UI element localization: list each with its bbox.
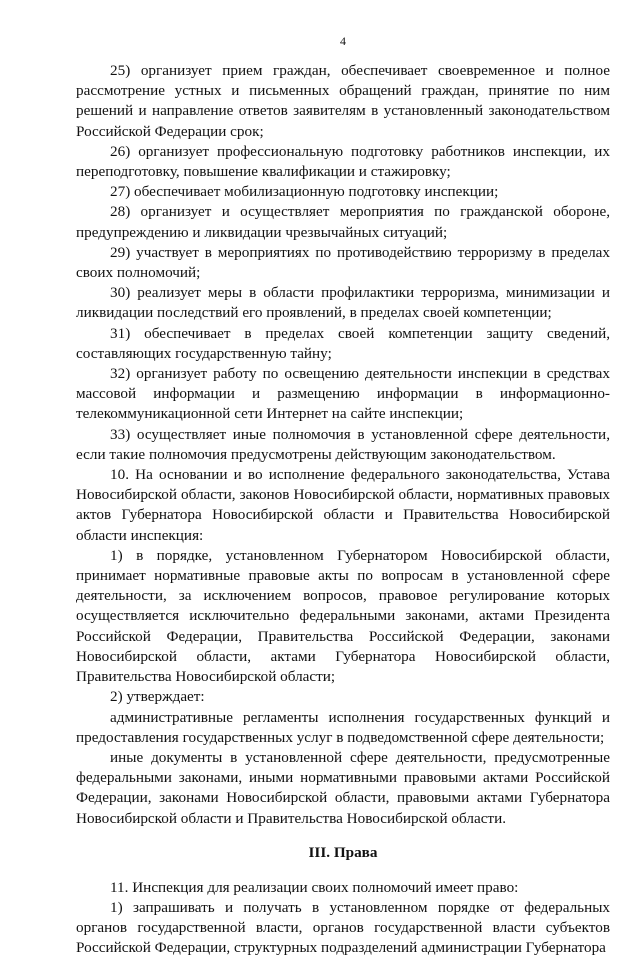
clause-10-item-2: 2) утверждает: [110, 688, 205, 706]
paragraph-29: 29) участвует в мероприятиях по противодействию терроризму в пределах своих полномочий; [76, 243, 610, 282]
clause-10: 10. На основании и во исполнение федерального законодательства, Устава Новосибирской области, законов Новосибирской области, нормативных правовых актов Губернатора Новосибирской области и Правительства Новосибирской области инспекция: [76, 466, 610, 544]
clause-10-item-1: 1) в порядке, установленном Губернатором Новосибирской области, принимает нормативные правовые акты по вопросам в установленной сфере деятельности, за исключением вопросов, правовое регулирование которых осуществляется исключительно федеральными законами, актами Президента Российской Федерации, Правительства Российской Федерации, законами Новосибирской области, актами Губернатора Новосибирской области, Правительства Новосибирской области; [76, 546, 610, 686]
clause-11: 11. Инспекция для реализации своих полномочий имеет право: [110, 878, 519, 896]
page-number: 4 [340, 34, 346, 48]
clause-10-item-2-regulations: административные регламенты исполнения государственных функций и предоставления государственных услуг в подведомственной сфере деятельности; [76, 708, 610, 746]
clause-11-item-1: 1) запрашивать и получать в установленном порядке от федеральных органов государственной власти, органов государственной власти субъектов Российской Федерации, структурных подразделений администрации Губернатора [76, 898, 610, 957]
paragraph-33: 33) осуществляет иные полномочия в установленной сфере деятельности, если такие полномочия предусмотрены действующим законодательством. [76, 425, 610, 463]
paragraph-26: 26) организует профессиональную подготовку работников инспекции, их переподготовку, повышение квалификации и стажировку; [76, 142, 610, 181]
paragraph-32: 32) организует работу по освещению деятельности инспекции в средствах массовой информации и размещению информации в информационно-телекоммуникационной сети Интернет на сайте инспекции; [76, 365, 610, 423]
paragraph-30: 30) реализует меры в области профилактики терроризма, минимизации и ликвидации последствий его проявлений, в пределах своей компетенции; [76, 284, 610, 322]
paragraph-27: 27) обеспечивает мобилизационную подготовку инспекции; [110, 183, 499, 201]
document-page [76, 34, 610, 959]
paragraph-28: 28) организует и осуществляет мероприятия по гражданской обороне, предупреждению и ликвидации чрезвычайных ситуаций; [76, 203, 610, 241]
clause-10-item-2-other-documents: иные документы в установленной сфере деятельности, предусмотренные федеральными законами, иными нормативными правовыми актами Российской Федерации, законами Новосибирской области, правовыми актами Губернатора Новосибирской области и Правительства Новосибирской области. [76, 748, 610, 827]
section-heading: III. Права [308, 843, 378, 861]
paragraph-25: 25) организует прием граждан, обеспечивает своевременное и полное рассмотрение устных и письменных обращений граждан, принятие по ним решений и направление ответов заявителям в установленный законодательством Российской Федерации срок; [76, 62, 610, 140]
paragraph-31: 31) обеспечивает в пределах своей компетенции защиту сведений, составляющих государственную тайну; [76, 324, 610, 362]
